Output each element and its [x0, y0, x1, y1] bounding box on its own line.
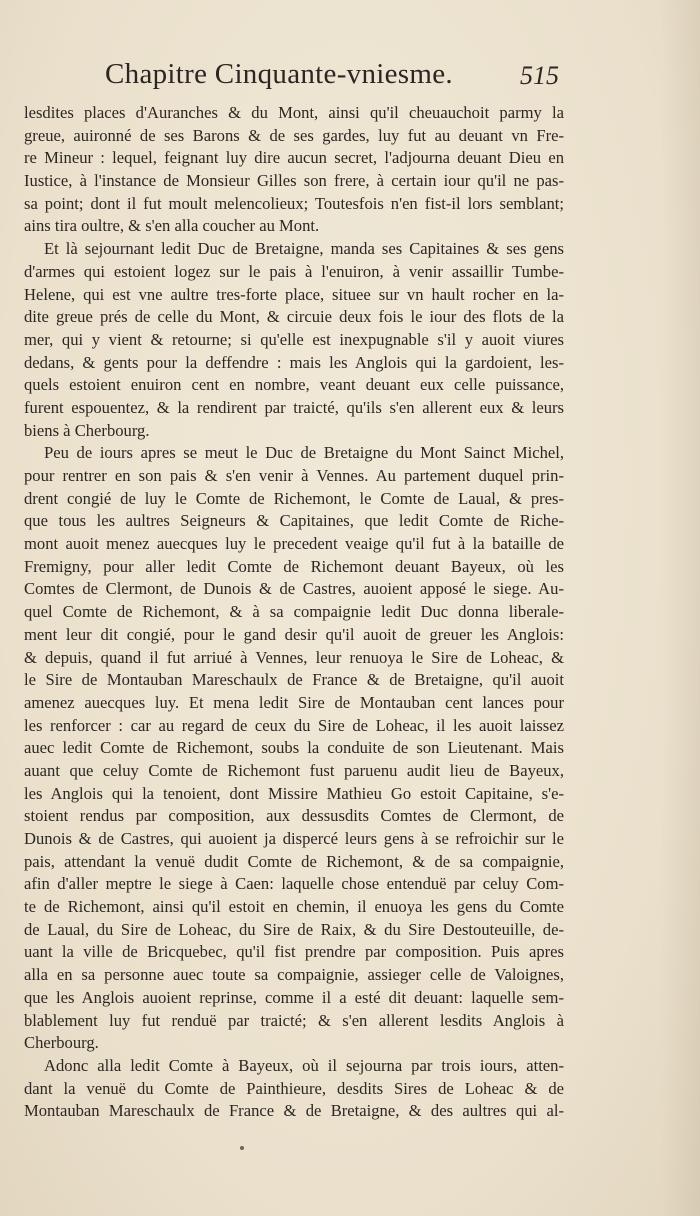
- text-line: dite greue prés de celle du Mont, & circuie deux fois le iour des flots de la: [24, 307, 564, 327]
- text-line: quels estoient enuiron cent en nombre, veant deuant eux celle puissance,: [24, 375, 564, 395]
- text-line: ains tira oultre, & s'en alla coucher au Mont.: [24, 216, 320, 236]
- text-line: les Anglois qui la tenoient, dont Missire Mathieu Go estoit Capitaine, s'e-: [24, 783, 564, 803]
- text-line: stoient rendus par composition, aux dessusdits Comtes de Clermont, de: [24, 806, 564, 826]
- text-line: Iustice, à l'instance de Monsieur Gilles son frere, à certain iour qu'il ne pas-: [24, 171, 564, 191]
- text-line: mer, qui y vient & retourne; si qu'elle est inexpugnable s'il y auoit viures: [24, 329, 564, 349]
- text-line: greue, auironné de ses Barons & de ses gardes, luy fut au deuant vn Fre-: [24, 125, 564, 145]
- text-line: Cherbourg.: [24, 1033, 99, 1053]
- ink-dot-ornament: [240, 1146, 244, 1150]
- text-line: blablement luy fut renduë par traicté; & s'en allerent lesdits Anglois à: [24, 1010, 564, 1030]
- text-line: Montauban Mareschaulx de France & de Bretaigne, & des aultres qui al-: [24, 1101, 564, 1121]
- paragraph-start-line: Peu de iours apres se meut le Duc de Bretaigne du Mont Sainct Michel,: [44, 443, 564, 463]
- text-line: auec ledit Comte de Richemont, soubs la conduite de son Lieutenant. Mais: [24, 738, 564, 758]
- text-line: les renforcer : car au regard de ceux du Sire de Loheac, il les auoit laissez: [24, 715, 564, 735]
- text-line: & depuis, quand il fut arriué à Vennes, leur renuoya le Sire de Loheac, &: [24, 647, 564, 667]
- text-line: afin d'aller meptre le siege à Caen: laquelle chose entenduë par celuy Com-: [24, 874, 564, 894]
- text-line: Fremigny, pour aller ledit Comte de Richemont deuant Bayeux, où les: [24, 556, 564, 576]
- text-line: mont auoit menez auecques luy le precedent veaige qu'il fut à la bataille de: [24, 534, 564, 554]
- text-line: biens à Cherbourg.: [24, 420, 150, 440]
- text-line: que les Anglois auoient reprinse, comme il a esté dit deuant: laquelle sem-: [24, 987, 564, 1007]
- text-line: uant la ville de Bricquebec, qu'il fist prendre par composition. Puis apres: [24, 942, 564, 962]
- text-line: Helene, qui est vne aultre tres-forte place, situee sur vn hault rocher en la-: [24, 284, 564, 304]
- text-line: sa point; dont il fut moult melencolieux; Toutesfois n'en fist-il lors semblant;: [24, 193, 564, 213]
- paragraph-start-line: Adonc alla ledit Comte à Bayeux, où il sejourna par trois iours, atten-: [44, 1055, 564, 1075]
- text-line: dant la venuë du Comte de Painthieure, desdits Sires de Loheac & de: [24, 1078, 564, 1098]
- text-line: drent congié de luy le Comte de Richemont, le Comte de Laual, & pres-: [24, 488, 564, 508]
- text-line: pour rentrer en son pais & s'en venir à Vennes. Au partement duquel prin-: [24, 466, 564, 485]
- text-line: de Laual, du Sire de Loheac, du Sire de Raix, & du Sire Destouteuille, de-: [24, 919, 564, 939]
- text-line: que tous les aultres Seigneurs & Capitaines, que ledit Comte de Riche-: [24, 511, 564, 531]
- text-line: d'armes qui estoient logez sur le pais à l'enuiron, à venir assaillir Tumbe-: [24, 261, 564, 281]
- body-text: [24, 102, 564, 1123]
- page-fold-shadow: [660, 0, 700, 1216]
- text-line: alla en sa personne auec toute sa compaignie, assieger celle de Valoignes,: [24, 965, 564, 985]
- text-line: te de Richemont, ainsi qu'il estoit en chemin, il enuoya les gens du Comte: [24, 897, 564, 917]
- text-line: le Sire de Montauban Mareschaulx de France & de Bretaigne, qu'il auoit: [24, 670, 564, 690]
- text-line: auant que celuy Comte de Richemont fust paruenu audit lieu de Bayeux,: [24, 760, 564, 780]
- text-line: Dunois & de Castres, qui auoient ja dispercé leurs gens à se refroichir sur le: [24, 829, 564, 848]
- text-line: amenez auecques luy. Et mena ledit Sire de Montauban cent lances pour: [24, 692, 564, 712]
- text-line: furent espouentez, & la rendirent par traicté, qu'ils s'en allerent eux & leurs: [24, 397, 564, 417]
- page-header: [0, 58, 700, 98]
- page-number: 515: [520, 61, 559, 90]
- text-line: ment leur dit congié, pour le gand desir qu'il auoit de greuer les Anglois:: [24, 624, 564, 644]
- text-line: quel Comte de Richemont, & à sa compaignie ledit Duc donna liberale-: [24, 602, 564, 622]
- text-line: dedans, & gents pour la deffendre : mais les Anglois qui la gardoient, les-: [24, 352, 564, 372]
- paragraph-start-line: Et là sejournant ledit Duc de Bretaigne, manda ses Capitaines & ses gens: [44, 239, 564, 259]
- text-line: re Mineur : lequel, feignant luy dire aucun secret, l'adjourna deuant Dieu en: [24, 148, 564, 168]
- text-line: lesdites places d'Auranches & du Mont, ainsi qu'il cheuauchoit parmy la: [24, 103, 564, 122]
- text-line: Comtes de Clermont, de Dunois & de Castres, auoient apposé le siege. Au-: [24, 579, 564, 599]
- running-head: Chapitre Cinquante-vniesme.: [105, 58, 453, 90]
- text-line: pais, attendant la venuë dudit Comte de Richemont, & de sa compaignie,: [24, 851, 564, 871]
